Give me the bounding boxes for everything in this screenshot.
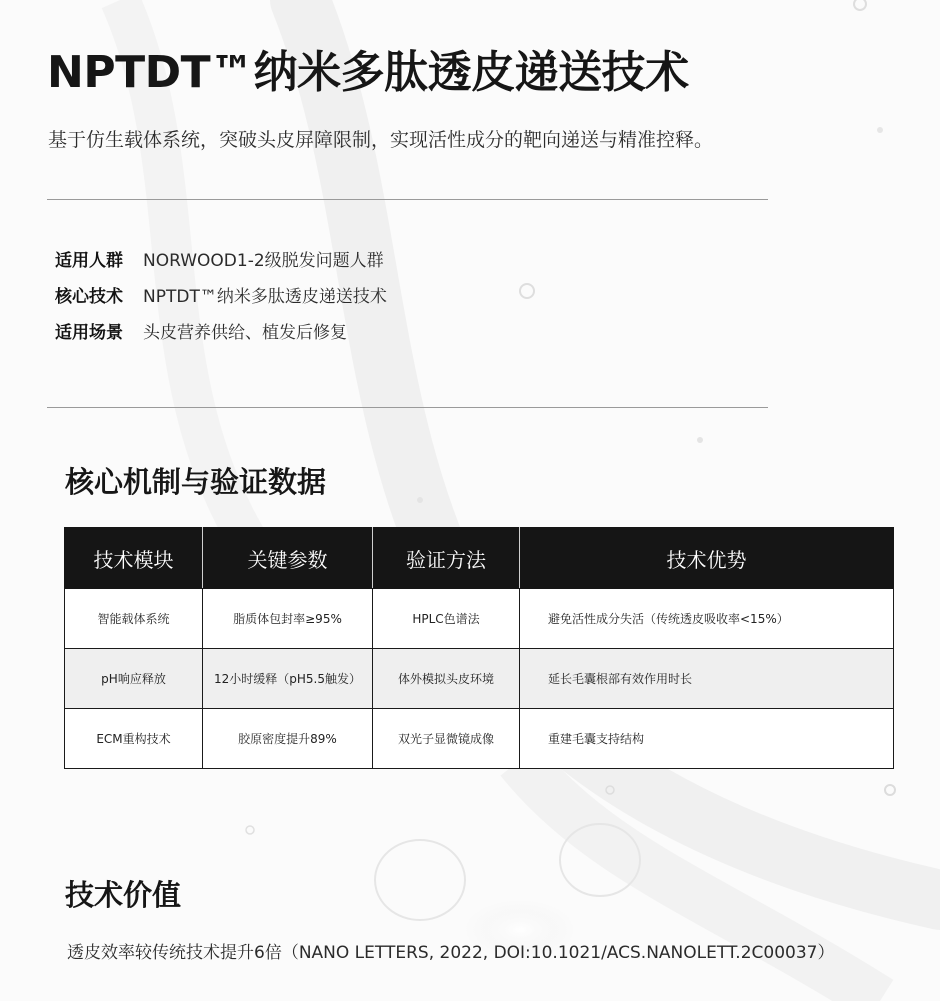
info-value: NPTDT™纳米多肽透皮递送技术 <box>143 287 387 307</box>
page-subtitle: 基于仿生载体系统，突破头皮屏障限制，实现活性成分的靶向递送与精准控释。 <box>48 129 714 151</box>
table-row <box>65 589 894 649</box>
table-cell: HPLC色谱法 <box>373 589 520 649</box>
mechanism-table <box>64 527 894 769</box>
table-cell: 脂质体包封率≥95% <box>203 589 373 649</box>
table-cell: 智能载体系统 <box>65 589 203 649</box>
table-row <box>65 709 894 769</box>
info-label: 适用人群 <box>55 251 123 271</box>
table-cell: 延长毛囊根部有效作用时长 <box>520 649 894 709</box>
info-value: NORWOOD1-2级脱发问题人群 <box>143 251 384 271</box>
section-title-mechanism: 核心机制与验证数据 <box>65 465 327 499</box>
table-cell: 避免活性成分失活（传统透皮吸收率<15%） <box>520 589 894 649</box>
table-header-cell: 关键参数 <box>203 528 373 589</box>
table-header-row <box>65 528 894 589</box>
divider-top <box>47 199 768 200</box>
table-cell: 体外模拟头皮环境 <box>373 649 520 709</box>
table-cell: 重建毛囊支持结构 <box>520 709 894 769</box>
table-header-cell: 技术模块 <box>65 528 203 589</box>
section-title-value: 技术价值 <box>65 878 182 912</box>
info-list <box>55 246 387 354</box>
table-cell: 胶原密度提升89% <box>203 709 373 769</box>
table-header-cell: 技术优势 <box>520 528 894 589</box>
table-cell: 12小时缓释（pH5.5触发） <box>203 649 373 709</box>
info-row-core-tech <box>55 282 387 318</box>
info-label: 适用场景 <box>55 323 123 343</box>
table-cell: 双光子显微镜成像 <box>373 709 520 769</box>
table-cell: pH响应释放 <box>65 649 203 709</box>
info-row-audience <box>55 246 387 282</box>
info-row-scenario <box>55 318 387 354</box>
page-title: NPTDT™纳米多肽透皮递送技术 <box>47 47 689 98</box>
info-value: 头皮营养供给、植发后修复 <box>143 323 347 343</box>
table-cell: ECM重构技术 <box>65 709 203 769</box>
divider-bottom <box>47 407 768 408</box>
value-description: 透皮效率较传统技术提升6倍（NANO LETTERS, 2022, DOI:10.1021/ACS.NANOLETT.2C00037） <box>67 943 835 963</box>
table-header-cell: 验证方法 <box>373 528 520 589</box>
info-label: 核心技术 <box>55 287 123 307</box>
table-row <box>65 649 894 709</box>
